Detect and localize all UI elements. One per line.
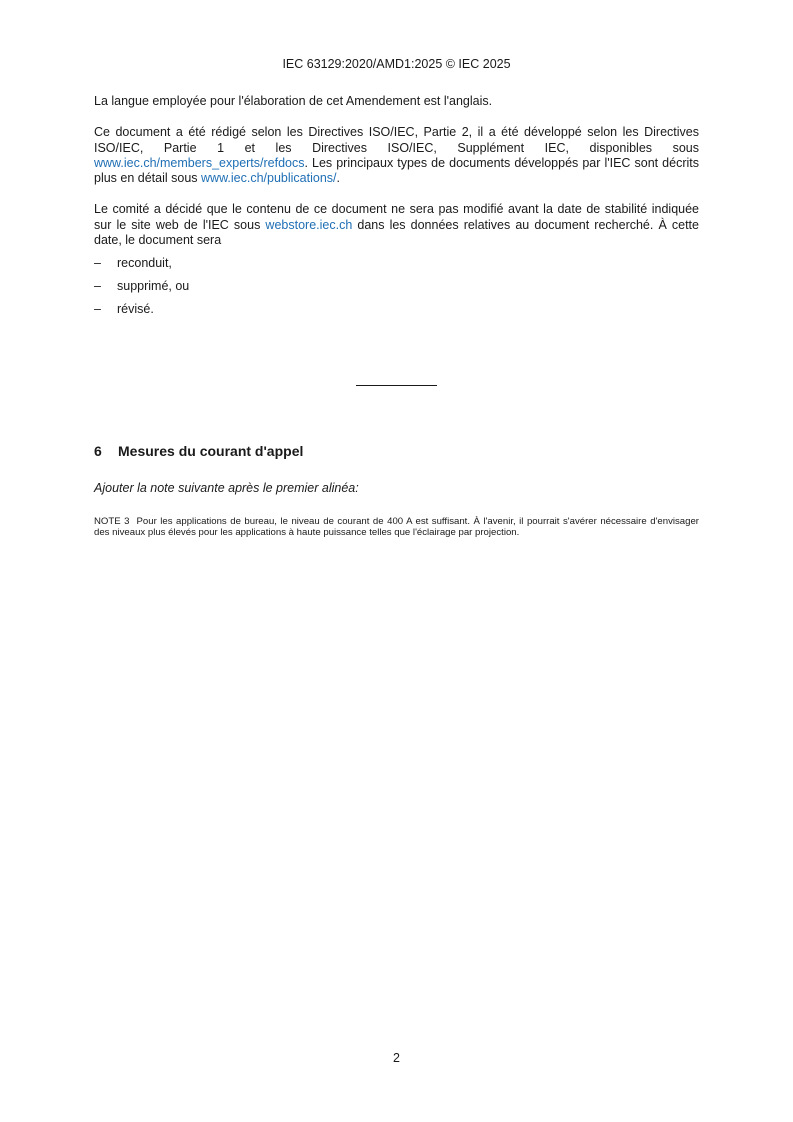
refdocs-link[interactable]: www.iec.ch/members_experts/refdocs — [94, 155, 305, 170]
stability-options-list — [94, 256, 699, 316]
publications-link[interactable]: www.iec.ch/publications/ — [201, 171, 337, 186]
stability-text-2: dans les données relatives au document recherché. À cette date, le document sera — [94, 217, 699, 248]
stability-text-1: Le comité a décidé que le contenu de ce document ne sera pas modifié avant la date de stabilité indiquée sur le site web de l'IEC sous — [94, 202, 699, 232]
language-paragraph: La langue employée pour l'élaboration de cet Amendement est l'anglais. — [94, 94, 493, 108]
list-item — [94, 302, 699, 317]
section-number: 6 — [94, 443, 102, 459]
list-item — [94, 256, 699, 271]
directives-paragraph — [94, 125, 699, 186]
directives-text-3: . — [336, 171, 340, 186]
header-title: IEC 63129:2020/AMD1:2025 © IEC 2025 — [282, 57, 511, 71]
page-number: 2 — [393, 1051, 400, 1065]
note-label: NOTE 3 — [94, 516, 130, 527]
note-3 — [94, 516, 699, 538]
list-dash: – — [94, 256, 101, 271]
list-item — [94, 279, 699, 294]
section-separator — [356, 385, 437, 386]
directives-text-2: . Les principaux types de documents développés par l'IEC sont décrits plus en détail sous — [94, 155, 699, 186]
foreword-content — [94, 94, 699, 324]
amendment-instruction: Ajouter la note suivante après le premier alinéa: — [94, 481, 359, 495]
note-text: Pour les applications de bureau, le niveau de courant de 400 A est suffisant. À l'avenir, il pourrait s'avérer nécessaire d'envisager des niveaux plus élevés pour les applications à haute puissance telles que l'éclairage par projection. — [94, 516, 699, 539]
list-item-label: supprimé, ou — [117, 278, 190, 293]
list-item-label: reconduit, — [117, 256, 172, 271]
list-item-label: révisé. — [117, 301, 154, 316]
stability-paragraph — [94, 202, 699, 248]
section-title: Mesures du courant d'appel — [118, 443, 304, 459]
directives-text-1: Ce document a été rédigé selon les Directives ISO/IEC, Partie 2, il a été développé selon les Directives ISO/IEC, Partie 1 et les Directives ISO/IEC, Supplément IEC, disponibles sous — [94, 125, 699, 155]
section-heading — [94, 443, 303, 460]
document-header — [0, 57, 793, 72]
webstore-link[interactable]: webstore.iec.ch — [265, 217, 353, 232]
list-dash: – — [94, 278, 101, 293]
list-dash: – — [94, 301, 101, 316]
